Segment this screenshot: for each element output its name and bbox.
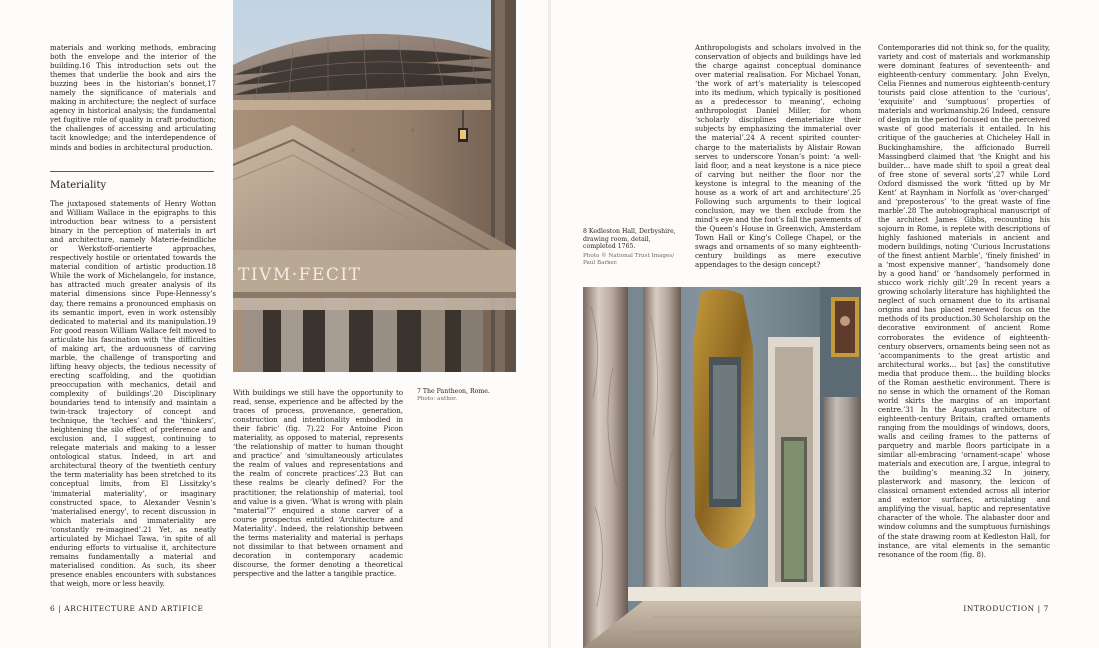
gutter: [548, 0, 551, 648]
right-col1-body: [695, 43, 861, 269]
left-col2-body: [233, 388, 403, 578]
left-col1-top-text: [50, 43, 216, 152]
paragraph: The juxtaposed statements of Henry Wotton and William Wallace in the epigraphs to this introduction bear witness to a persistent binary in the perception of materials in art and architecture, namely Materie-feindliche or Werkstoff-orientierte approaches, respectively hostile or orientated towards the material condition of artistic production.18 While the work of Michelangelo, for instance, has attracted much greater analysis of its material dimensions since Pope-Hennessy’s day, there remains a pronounced emphasis on its semantic import, even in work ostensibly dedicated to material and its manipulation.19 For good reason William Wallace felt moved to articulate his fascination with ‘the difficulties of making art, the arduousness of carving marble, the challenge of transporting and lifting heavy objects, the tedious necessity of erecting scaffolding, and the quotidian preoccupation with mechanics, detail and complexity of buildings’.20 Disciplinary boundaries tend to intensify and maintain a twin-track trajectory of concept and technique, the ‘techies’ and the ‘thinkers’, heightening the silo effect of preference and exclusion and, I suggest, continuing to relegate materials and making to a lesser ontological status. Indeed, in art and architectural theory of the twentieth century the term materiality has been stretched to its conceptual limits, from El Lissitzky’s ‘immaterial materiality’, or imaginary constructed space, to Alexander Vesnin’s ‘materialised energy’, to recent discussion in which materials and immateriality are ‘constantly re-imagined’.21 Yet, as neatly articulated by Michael Tawa, ‘in spite of all enduring efforts to virtualise it, architecture remains fundamentally a material and materialised condition. As such, its sheer presence enables encounters with substances that weigh, more or less heavily.: [50, 199, 216, 588]
right-col2-body: [878, 43, 1050, 559]
fig8-caption: 8 Kedleston Hall, Derbyshire, drawing room, detail, completed 1765.: [583, 228, 676, 251]
paragraph: With buildings we still have the opportunity to read, sense, experience and be affected by the traces of process, provenance, generation, construction and intentionality embodied in their fabric’ (fig. 7).22 For Antoine Picon materiality, as opposed to material, represents ‘the relationship of matter to human thought and practice’ and ‘simultaneously articulates the realm of values and representations and the realm of concrete practices’.23 But can these realms be clearly defined? For the practitioner, the relationship of material, tool and value is a given. ‘What is wrong with plain “material”?’ enquired a stone carver of a course prospectus entitled ‘Architecture and Materiality’. Indeed, the relationship between the terms materiality and material is perhaps not dissimilar to that between ornament and decoration in contemporary academic discourse, the former denoting a theoretical perspective and the latter a tangible practice.: [233, 388, 403, 578]
right-folio: INTRODUCTION | 7: [963, 604, 1049, 613]
pantheon-photo: [233, 0, 516, 372]
section-rule: [50, 171, 214, 172]
pantheon-inscription: TIVM·FECIT: [238, 265, 362, 285]
paragraph: Contemporaries did not think so, for the quality, variety and cost of materials and workmanship were dominant features of seventeenth- and eighteenth-century commentary. John Evelyn, Celia Fiennes and numerous eighteenth-century tourists paid close attention to the ‘curious’, ‘exquisite’ and ‘sumptuous’ properties of materials and workmanship.26 Indeed, censure of design in the period focused on the perceived waste of good materials it entailed. In his critique of the gaucheries at Chicheley Hall in Buckinghamshire, the afficionado Burrell Massingberd claimed that ‘the Knight and his builder… have made shift to spoil a great deal of free stone of several sorts’,27 while Lord Oxford dismissed the work ‘fitted up by Mr Kent’ at Raynham in Norfolk as ‘over-charged’ and ‘preposterous’ ‘to the great waste of fine marble’.28 The autobiographical manuscript of the architect James Gibbs, recounting his sojourn in Rome, is replete with descriptions of highly fashioned materials in ancient and modern buildings, noting ‘Curious Incrustations of the finest antient Marble’, ‘finely finished’ in a ‘most expensive manner’, ‘handsomely done by a good hand’ or ‘handsomely performed in stucco work richly gilt’.29 In recent years a growing scholarly literature has highlighted the neglect of such ornament due to its artisanal origins and has placed renewed focus on the methods of its production.30 Scholarship on the decorative environment of ancient Rome corroborates the evidence of eighteenth-century observers, ornaments being seen not as ‘accompaniments to the great artistic and architectural works… but [as] the constitutive media that produce them… the building blocks of the Roman aesthetic environment. There is no sense in which the ornament of the Roman world skirts the margins of an important centre.’31 In the Augustan architecture of eighteenth-century Britain, crafted ornaments ranging from the mouldings of windows, doors, walls and ceiling frames to the patterns of parquetry and marble floors participate in a similar all-embracing ‘ornament-scape’ whose materials and execution are, I argue, integral to the building’s meaning.32 In joinery, plasterwork and masonry, the lexicon of classical ornament extended across all interior and exterior surfaces, articulating and amplifying the visual, haptic and representative character of the whole. The alabaster door and window columns and the sumptuous furnishings of the state drawing room at Kedleston Hall, for instance, are vital elements in the semantic resonance of the room (fig. 8).: [878, 43, 1050, 559]
paragraph: Anthropologists and scholars involved in the conservation of objects and buildings have led the charge against conceptual dominance over material realisation. For Michael Yonan, ‘the work of art’s materiality is telescoped into its medium, which typically is positioned as a predecessor to meaning’, echoing anthropologist Daniel Miller, for whom ‘scholarly disciplines dematerialize their subjects by emphasizing the immaterial over the material’.24 A recent spirited counter-charge to the materialists by Alistair Rowan serves to underscore Yonan’s point: ‘a well-laid floor, and a neat keystone is a nice piece of carving but neither the floor nor the keystone is integral to the meaning of the house as a work of art and architecture’.25 Following such arguments to their logical conclusion, may we then exclude from the mind’s eye and the foot’s fall the pavements of the Queen’s House in Greenwich, Amsterdam Town Hall or King’s College Chapel, or the swags and ornaments of so many eighteenth-century buildings as mere executive appendages to the design concept?: [695, 43, 861, 270]
fig8-caption-block: [583, 228, 678, 267]
paragraph: materials and working methods, embracing both the envelope and the interior of the building.16 This introduction sets out the themes that underlie the book and airs the buzzing bees in the historian’s bonnet,17 namely the significance of materials and making in architecture; the neglect of surface agency in historical analysis; the fundamental yet fugitive role of quality in craft production; the challenges of accessing and articulating tacit knowledge; and the interdependence of minds and bodies in architectural production.: [50, 43, 216, 152]
fig7-caption: 7 The Pantheon, Rome.: [417, 388, 490, 395]
fig7-caption-block: [417, 388, 517, 403]
kedleston-photo: [583, 287, 861, 648]
fig7-credit: Photo: author.: [417, 395, 458, 402]
section-heading: Materiality: [50, 180, 107, 191]
fig8-credit: Photo © National Trust Images/ Paul Barker.: [583, 252, 675, 266]
left-folio: 6 | ARCHITECTURE AND ARTIFICE: [50, 604, 204, 613]
left-col1-body: [50, 199, 216, 588]
